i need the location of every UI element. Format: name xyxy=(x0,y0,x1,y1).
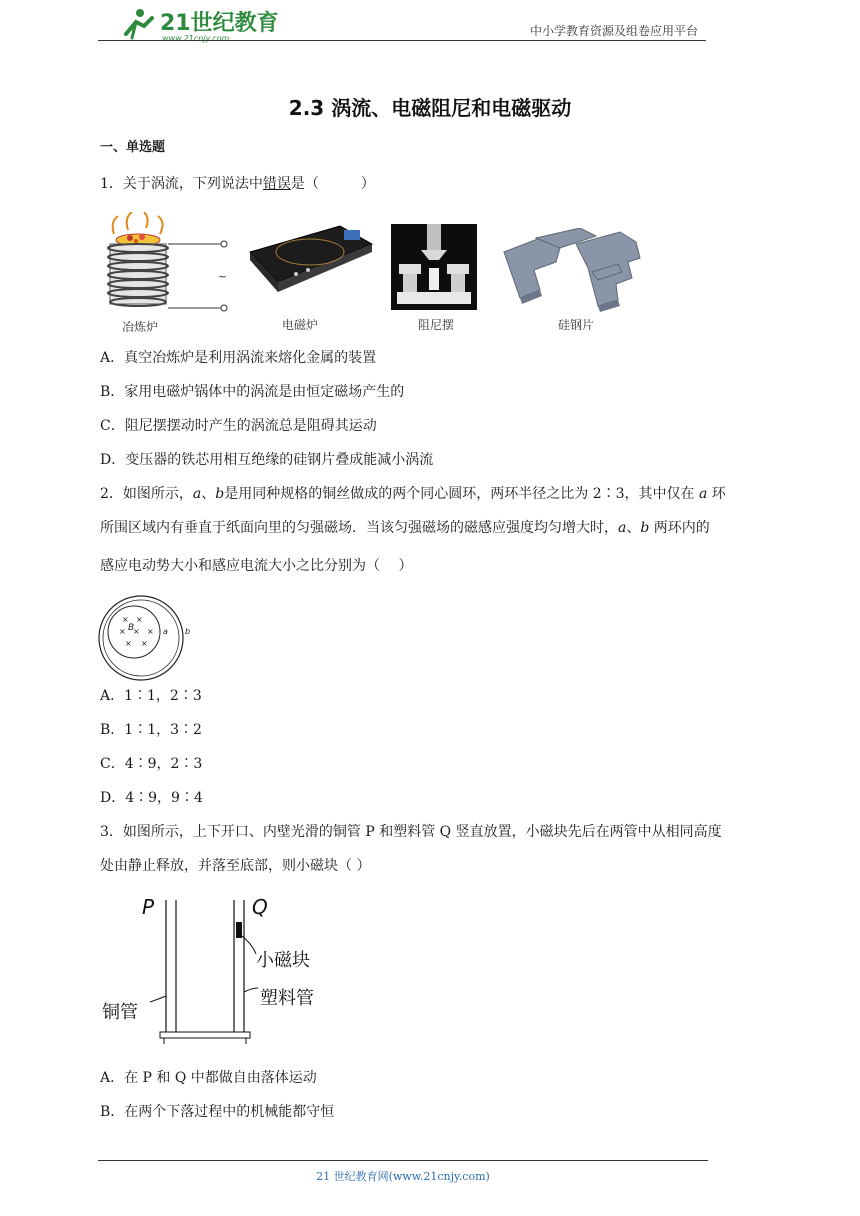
figure-silicon-steel-sheets xyxy=(500,228,650,318)
q1-underlined-word: 错误 xyxy=(262,176,291,192)
footer-link[interactable]: 21 世纪教育网(www.21cnjy.com) xyxy=(316,1170,490,1183)
q3-option-a: A．在 P 和 Q 中都做自由落体运动 xyxy=(100,1070,317,1086)
magnet-block xyxy=(236,922,242,938)
field-mark-x: × xyxy=(119,627,126,636)
field-mark-x: × xyxy=(136,615,143,624)
question-3-line-2: 处由静止释放，并落至底部，则小磁块（ ） xyxy=(100,858,371,874)
q2-text-part: 所围区域内有垂直于纸面向里的匀强磁场．当该匀强磁场的磁感应强度均匀增大时， xyxy=(100,520,618,536)
q2-text-part: 是用同种规格的铜丝做成的两个同心圆环，两环半径之比为 2∶3，其中仅在 xyxy=(224,486,695,502)
question-2-line-2 xyxy=(100,518,760,538)
question-2-line-1 xyxy=(100,484,760,504)
logo-url: www.21cnjy.com xyxy=(162,34,230,43)
label-magnet: 小磁块 xyxy=(256,950,310,971)
label-P: P xyxy=(142,895,155,919)
q2-text-part: 、 xyxy=(626,520,641,536)
caption-silicon-steel-sheets: 硅钢片 xyxy=(558,318,595,332)
q2-var-b: b xyxy=(215,486,225,502)
question-1-stem xyxy=(100,174,760,194)
page-title: 2.3 涡流、电磁阻尼和电磁驱动 xyxy=(288,96,572,120)
q2-text-part: 2．如图所示， xyxy=(100,486,193,502)
q2-text-part: 环 xyxy=(711,486,726,502)
q2-text-part: 、 xyxy=(201,486,216,502)
figure-smelting-furnace xyxy=(100,212,240,326)
q2-var-a: a xyxy=(192,486,202,502)
field-mark-x: × xyxy=(133,627,140,636)
q2-var-a: a xyxy=(618,520,627,536)
ac-symbol: ~ xyxy=(218,270,228,283)
footer-divider xyxy=(98,1160,708,1161)
field-mark-x: × xyxy=(125,639,132,648)
q1-suffix: 是（ ） xyxy=(290,176,375,192)
section-heading: 一、单选题 xyxy=(100,140,166,155)
q1-prefix: 1．关于涡流，下列说法中 xyxy=(100,176,263,192)
field-mark-x: × xyxy=(147,627,154,636)
caption-damping-pendulum: 阻尼摆 xyxy=(418,318,455,332)
label-ring-a: a xyxy=(163,627,168,636)
figure-induction-cooker xyxy=(238,222,376,298)
q1-option-d: D．变压器的铁芯用相互绝缘的硅钢片叠成能减小涡流 xyxy=(100,452,434,468)
field-mark-x: × xyxy=(141,639,148,648)
q3-option-b: B．在两个下落过程中的机械能都守恒 xyxy=(100,1104,335,1120)
figure-damping-pendulum xyxy=(391,224,477,314)
question-3-line-1: 3．如图所示，上下开口、内壁光滑的铜管 P 和塑料管 Q 竖直放置，小磁块先后在两管中从相同高度 xyxy=(100,824,722,840)
site-logo xyxy=(118,4,293,44)
q1-option-b: B．家用电磁炉锅体中的涡流是由恒定磁场产生的 xyxy=(100,384,405,400)
logo-text: 21世纪教育 xyxy=(160,11,279,36)
label-plastic-tube: 塑料管 xyxy=(260,988,314,1009)
q2-var-a: a xyxy=(698,486,708,502)
label-ring-b: b xyxy=(185,627,191,636)
caption-induction-cooker: 电磁炉 xyxy=(282,318,319,332)
q2-option-a: A．1∶1，2∶3 xyxy=(100,688,202,704)
q2-option-c: C．4∶9，2∶3 xyxy=(100,756,203,772)
label-Q: Q xyxy=(252,895,268,919)
header-divider xyxy=(98,40,706,41)
caption-smelting-furnace: 冶炼炉 xyxy=(122,320,159,334)
q2-option-b: B．1∶1，3∶2 xyxy=(100,722,202,738)
label-copper-tube: 铜管 xyxy=(102,1002,138,1023)
q1-option-c: C．阻尼摆摆动时产生的涡流总是阻碍其运动 xyxy=(100,418,377,434)
q2-option-d: D．4∶9，9∶4 xyxy=(100,790,203,806)
figure-concentric-rings xyxy=(97,594,197,688)
figure-tubes xyxy=(96,892,336,1056)
field-mark-x: × xyxy=(122,615,129,624)
header-platform-text: 中小学教育资源及组卷应用平台 xyxy=(529,24,698,38)
label-B: B xyxy=(128,623,135,633)
question-2-line-3: 感应电动势大小和感应电流大小之比分别为（ ） xyxy=(100,558,413,574)
q2-text-part: 两环内的 xyxy=(653,520,710,536)
q1-option-a: A．真空冶炼炉是利用涡流来熔化金属的装置 xyxy=(100,350,377,366)
q2-var-b: b xyxy=(640,520,650,536)
